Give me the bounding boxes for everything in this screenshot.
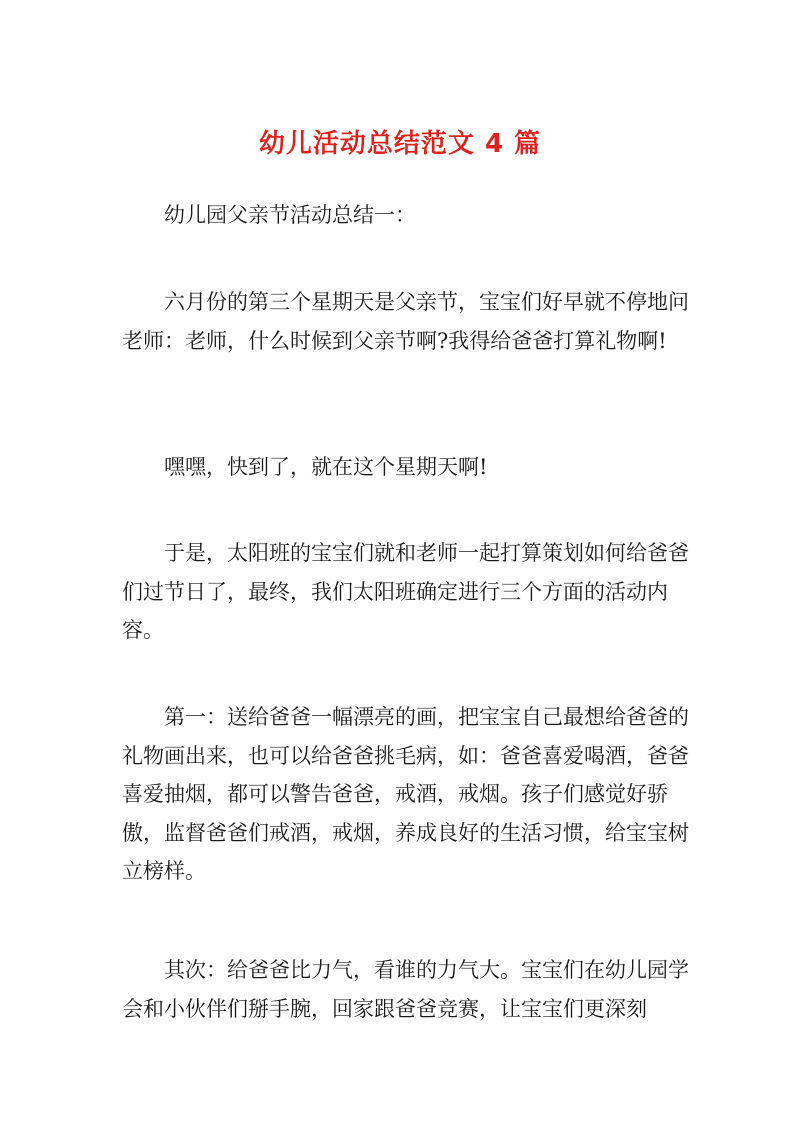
- paragraph-activity-two: 其次：给爸爸比力气，看谁的力气大。宝宝们在幼儿园学会和小伙伴们掰手腕，回家跟爸爸竞赛，让宝宝们更深刻: [122, 958, 689, 1021]
- paragraph-plan: 于是，太阳班的宝宝们就和老师一起打算策划如何给爸爸们过节日了，最终，我们太阳班确定进行三个方面的活动内容。: [122, 541, 689, 642]
- paragraph-section-heading: 幼儿园父亲节活动总结一：: [164, 203, 416, 227]
- document-title: 幼儿活动总结范文 4 篇: [258, 129, 542, 159]
- paragraph-intro: 六月份的第三个星期天是父亲节，宝宝们好早就不停地问老师：老师，什么时候到父亲节啊?我得给爸爸打算礼物啊!: [122, 290, 689, 353]
- paragraph-reply: 嘿嘿，快到了，就在这个星期天啊!: [164, 455, 488, 479]
- paragraph-activity-one: 第一：送给爸爸一幅漂亮的画，把宝宝自己最想给爸爸的礼物画出来，也可以给爸爸挑毛病，如：爸爸喜爱喝酒，爸爸喜爱抽烟，都可以警告爸爸，戒酒，戒烟。孩子们感觉好骄傲，监督爸爸们戒酒，戒烟，养成良好的生活习惯，给宝宝树立榜样。: [122, 705, 689, 883]
